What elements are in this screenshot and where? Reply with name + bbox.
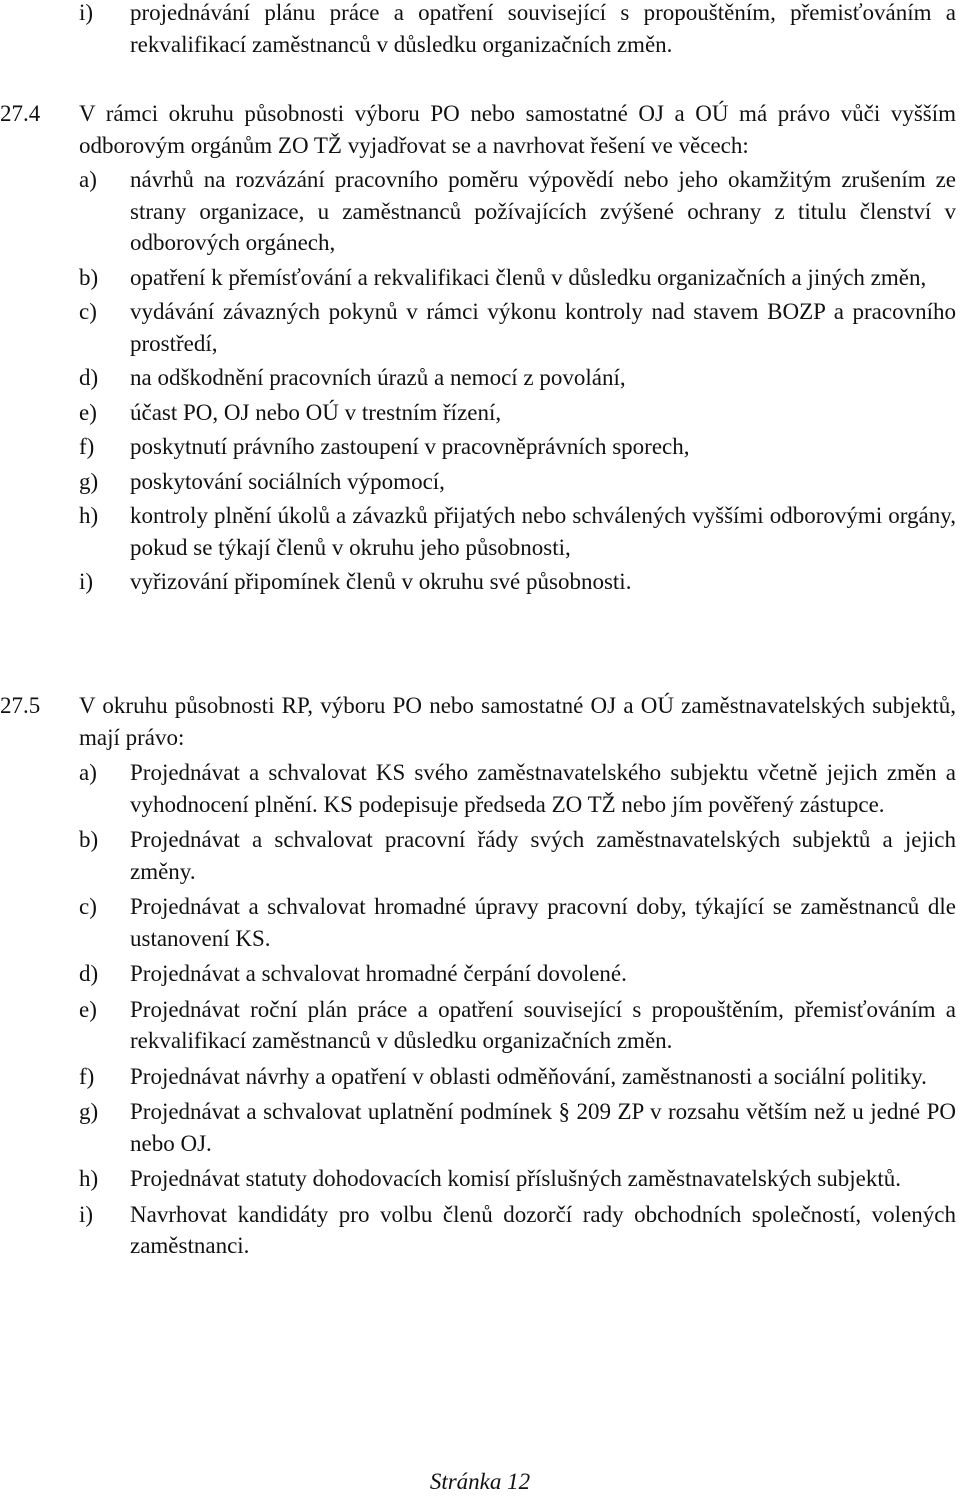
item-text: projednávání plánu práce a opatření související s propouštěním, přemisťováním a rekvalifikací zaměstnanců v důsledku organizačních změn. (130, 0, 956, 57)
item-label: b) (79, 264, 99, 290)
list-item (0, 500, 956, 563)
item-label: i) (79, 569, 94, 594)
item-label: c) (79, 894, 97, 919)
item-text: kontroly plnění úkolů a závazků přijatých nebo schválených vyššími odborovými orgány, pokud se týkají členů v okruhu jeho působnosti, (130, 503, 956, 560)
list-item (0, 994, 956, 1057)
item-label: e) (79, 996, 97, 1022)
item-label: i) (79, 1201, 94, 1227)
item-text: poskytování sociálních výpomocí, (130, 468, 445, 494)
item-label: a) (79, 167, 97, 192)
list-item (0, 1163, 956, 1195)
item-text: Projednávat návrhy a opatření v oblasti odměňování, zaměstnanosti a sociální politiky. (130, 1063, 927, 1089)
item-text: návrhů na rozvázání pracovního poměru výpovědí nebo jeho okamžitým zrušením ze strany organizace, u zaměstnanců požívajících zvýšené ochrany z titulu členství v odborových orgánech, (130, 167, 956, 255)
section-number: 27.4 (0, 101, 41, 126)
section-list (0, 164, 956, 598)
list-item (0, 891, 956, 954)
item-label: c) (79, 299, 97, 324)
list-item (0, 431, 956, 463)
section-intro: V rámci okruhu působnosti výboru PO nebo samostatné OJ a OÚ má právo vůči vyšším odborovým orgánům ZO TŽ vyjadřovat se a navrhovat řešení ve věcech: (79, 101, 956, 158)
item-text: na odškodnění pracovních úrazů a nemocí z povolání, (130, 365, 626, 390)
item-text: Projednávat statuty dohodovacích komisí příslušných zaměstnavatelských subjektů. (130, 1166, 901, 1191)
list-item (0, 958, 956, 990)
list-item (0, 0, 956, 60)
list-item (0, 824, 956, 887)
item-label: b) (79, 827, 99, 852)
item-label: d) (79, 365, 99, 390)
item-text: Projednávat a schvalovat pracovní řády svých zaměstnavatelských subjektů a jejich změny. (130, 827, 956, 884)
item-label: e) (79, 399, 97, 425)
item-text: Projednávat a schvalovat hromadné čerpání dovolené. (130, 961, 627, 986)
item-text: Navrhovat kandidáty pro volbu členů dozorčí rady obchodních společností, volených zaměstnanci. (130, 1201, 956, 1258)
section-intro: V okruhu působnosti RP, výboru PO nebo samostatné OJ a OÚ zaměstnavatelských subjektů, mají právo: (79, 693, 956, 750)
section-list (0, 757, 956, 1262)
item-text: Projednávat a schvalovat uplatnění podmínek § 209 ZP v rozsahu větším než u jedné PO nebo OJ. (130, 1099, 956, 1156)
item-label: a) (79, 760, 97, 785)
item-label: f) (79, 1063, 95, 1089)
list-item (0, 397, 956, 429)
item-label: i) (79, 0, 94, 25)
item-label: g) (79, 1099, 99, 1124)
section-number: 27.5 (0, 693, 41, 718)
list-item (0, 296, 956, 359)
page-footer: Stránka 12 (429, 1469, 531, 1494)
section-27-5 (0, 690, 956, 1262)
item-text: Projednávat a schvalovat KS svého zaměstnavatelského subjektu včetně jejich změn a vyhodnocení plnění. KS podepisuje předseda ZO TŽ nebo jím pověřený zástupce. (130, 760, 956, 817)
section-heading (0, 690, 956, 753)
item-label: h) (79, 503, 99, 528)
item-text: vydávání závazných pokynů v rámci výkonu kontroly nad stavem BOZP a pracovního prostředí, (130, 299, 956, 356)
item-text: Projednávat roční plán práce a opatření související s propouštěním, přemisťováním a rekvalifikací zaměstnanců v důsledku organizačních změn. (130, 996, 956, 1053)
item-label: h) (79, 1166, 99, 1191)
list-item (0, 262, 956, 294)
list-item (0, 566, 956, 598)
item-text: vyřizování připomínek členů v okruhu své působnosti. (130, 569, 632, 594)
item-label: d) (79, 961, 99, 986)
item-text: poskytnutí právního zastoupení v pracovněprávních sporech, (130, 434, 690, 459)
item-label: g) (79, 468, 99, 494)
item-text: Projednávat a schvalovat hromadné úpravy pracovní doby, týkající se zaměstnanců dle ustanovení KS. (130, 894, 956, 951)
continued-list (0, 0, 956, 60)
list-item (0, 1199, 956, 1262)
item-text: účast PO, OJ nebo OÚ v trestním řízení, (130, 399, 502, 425)
section-heading (0, 98, 956, 161)
list-item (0, 1096, 956, 1159)
section-27-4 (0, 98, 956, 598)
list-item (0, 1061, 956, 1093)
list-item (0, 362, 956, 394)
list-item (0, 466, 956, 498)
item-label: f) (79, 434, 95, 459)
list-item (0, 757, 956, 820)
list-item (0, 164, 956, 259)
item-text: opatření k přemísťování a rekvalifikaci členů v důsledku organizačních a jiných změn, (130, 264, 927, 290)
